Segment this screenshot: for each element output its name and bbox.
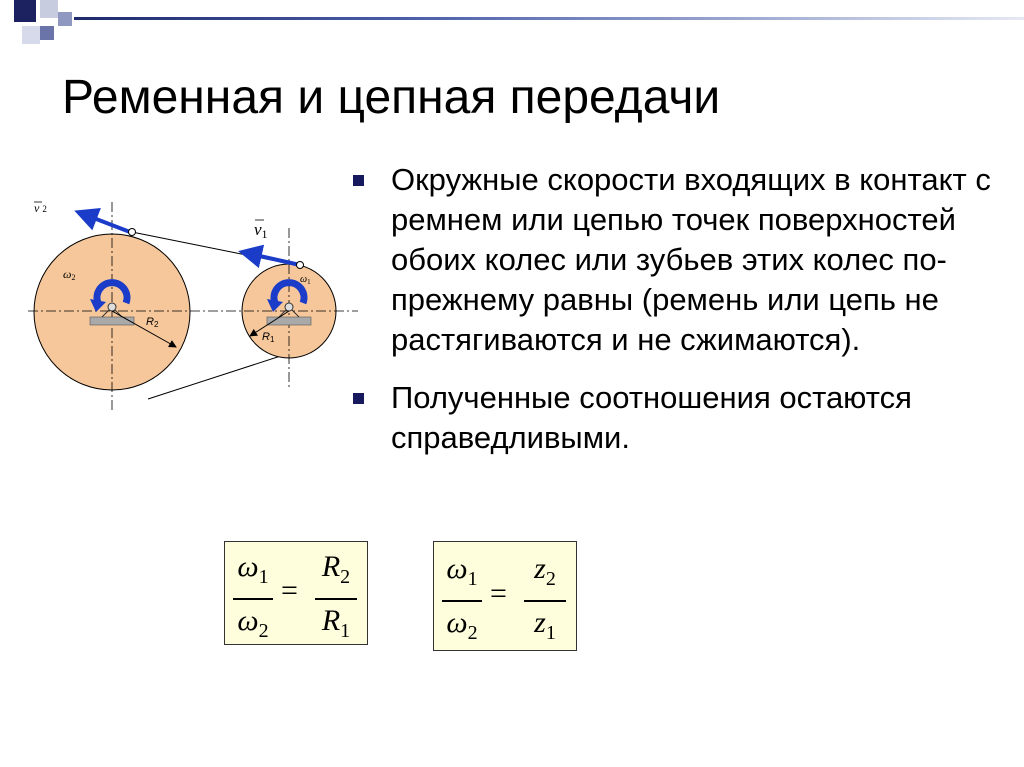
formula-denominator: R bbox=[321, 603, 341, 637]
fraction-bar bbox=[442, 600, 482, 602]
large-wheel-axle bbox=[108, 303, 116, 311]
velocity-v1-arrow bbox=[242, 252, 300, 265]
formula-denominator: z bbox=[534, 605, 546, 639]
fraction-bar bbox=[233, 598, 273, 600]
fraction-bar bbox=[315, 598, 357, 600]
svg-text:v1 bbox=[254, 220, 268, 241]
label-r1-symbol: R bbox=[262, 331, 270, 343]
bullet-square-icon bbox=[353, 175, 364, 186]
slide-title: Ременная и цепная передачи bbox=[62, 71, 721, 124]
deco-square bbox=[14, 0, 36, 22]
label-r2-sub: 2 bbox=[153, 320, 159, 329]
deco-square bbox=[22, 26, 40, 44]
velocity-v2-arrow bbox=[78, 212, 130, 232]
formula-rhs-fraction: $R_2$ $R_1$ bbox=[315, 550, 357, 648]
label-v1-symbol: v bbox=[254, 220, 262, 239]
contact-point-small bbox=[297, 262, 304, 269]
formula-equals: = bbox=[490, 577, 507, 610]
header-decoration bbox=[0, 0, 1024, 48]
label-omega2-symbol: ω bbox=[63, 267, 72, 281]
bullet-item bbox=[351, 160, 1001, 360]
label-v1 bbox=[254, 220, 268, 241]
bullet-text: Полученные соотношения остаются справедливыми. bbox=[391, 380, 912, 455]
label-v2 bbox=[34, 201, 47, 215]
label-r2-symbol: R bbox=[146, 316, 154, 328]
bullet-text: Окружные скорости входящих в контакт с ремнем или цепью точек поверхностей обоих колес или зубьев этих колес по-прежнему равны (ремень или цепь не растягиваются и не сжимаются). bbox=[391, 162, 991, 357]
label-r1-sub: 1 bbox=[269, 335, 275, 344]
fraction-bar bbox=[524, 600, 566, 602]
deco-square bbox=[40, 26, 54, 40]
label-v1-sub: 1 bbox=[261, 227, 268, 241]
formula-lhs-fraction: $\omega_1$ $\omega_2$ bbox=[233, 550, 273, 648]
contact-point-large bbox=[129, 229, 136, 236]
deco-square bbox=[58, 12, 72, 26]
bullet-list bbox=[351, 160, 1001, 476]
formula-numerator: R bbox=[321, 550, 341, 583]
label-v2-symbol: v bbox=[34, 201, 40, 215]
header-rule bbox=[74, 17, 1024, 20]
formula-denominator: ω bbox=[237, 603, 259, 637]
formula-equals: = bbox=[281, 574, 298, 607]
formula-numerator: ω bbox=[237, 550, 259, 583]
label-omega1-sub: 1 bbox=[307, 278, 311, 286]
formula-rhs-fraction: $z_2$ $z_1$ bbox=[524, 552, 566, 650]
deco-square bbox=[40, 0, 58, 18]
label-omega2-sub: 2 bbox=[71, 273, 76, 282]
bullet-item bbox=[351, 378, 1001, 458]
belt-drive-diagram bbox=[28, 190, 358, 425]
formula-numerator: z bbox=[534, 552, 546, 585]
label-v2-sub: 2 bbox=[42, 204, 47, 214]
formula-denominator: ω bbox=[446, 605, 468, 639]
formula-numerator: ω bbox=[446, 552, 468, 585]
formula-teeth-ratio bbox=[433, 541, 577, 651]
large-wheel-support bbox=[90, 317, 134, 325]
svg-text:v2 bbox=[34, 201, 47, 215]
formula-lhs-fraction: $\omega_1$ $\omega_2$ bbox=[442, 552, 482, 650]
small-wheel-axle bbox=[285, 303, 293, 311]
formula-radius-ratio bbox=[224, 541, 368, 645]
label-omega1-symbol: ω bbox=[300, 274, 308, 285]
